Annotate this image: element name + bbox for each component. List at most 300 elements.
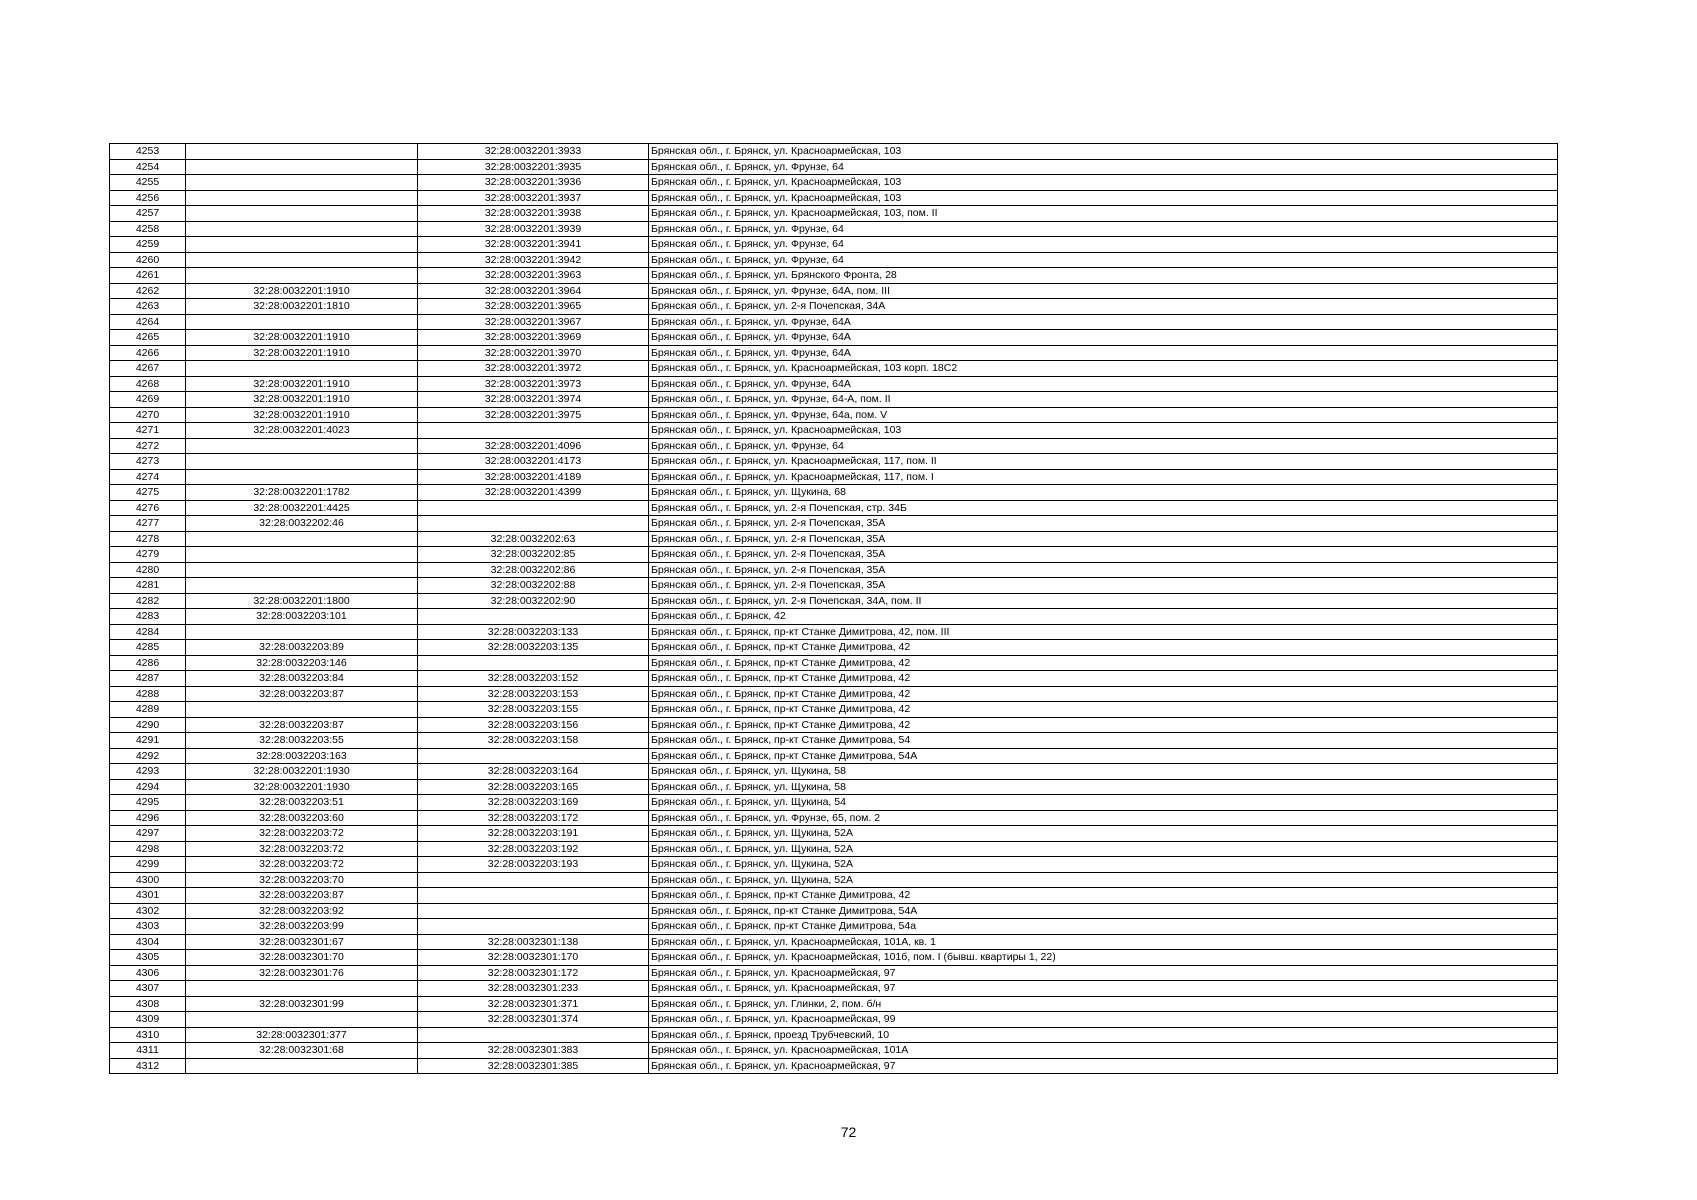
cadastral-number-cell: 32:28:0032203:158 — [418, 733, 649, 749]
parent-cadastral-number-cell: 32:28:0032301:68 — [186, 1043, 418, 1059]
table-row — [110, 965, 1558, 981]
address-cell: Брянская обл., г. Брянск, ул. 2-я Почепская, 35А — [649, 578, 1558, 594]
address-cell: Брянская обл., г. Брянск, ул. Фрунзе, 64А — [649, 314, 1558, 330]
row-number-cell: 4263 — [110, 299, 186, 315]
cadastral-number-cell: 32:28:0032203:191 — [418, 826, 649, 842]
cadastral-number-cell — [418, 903, 649, 919]
cadastral-number-cell — [418, 888, 649, 904]
cadastral-number-cell — [418, 423, 649, 439]
parent-cadastral-number-cell: 32:28:0032201:1910 — [186, 283, 418, 299]
parent-cadastral-number-cell: 32:28:0032201:1930 — [186, 779, 418, 795]
parent-cadastral-number-cell: 32:28:0032203:163 — [186, 748, 418, 764]
table-row — [110, 764, 1558, 780]
table-row — [110, 159, 1558, 175]
row-number-cell: 4276 — [110, 500, 186, 516]
cadastral-number-cell: 32:28:0032201:3975 — [418, 407, 649, 423]
table-row — [110, 1027, 1558, 1043]
cadastral-number-cell: 32:28:0032201:4096 — [418, 438, 649, 454]
address-cell: Брянская обл., г. Брянск, ул. Красноармейская, 103 — [649, 144, 1558, 160]
address-cell: Брянская обл., г. Брянск, ул. Фрунзе, 64 — [649, 159, 1558, 175]
parent-cadastral-number-cell: 32:28:0032201:1800 — [186, 593, 418, 609]
parent-cadastral-number-cell — [186, 981, 418, 997]
table-row — [110, 624, 1558, 640]
row-number-cell: 4304 — [110, 934, 186, 950]
cadastral-number-cell: 32:28:0032201:3974 — [418, 392, 649, 408]
table-row — [110, 702, 1558, 718]
cadastral-number-cell — [418, 516, 649, 532]
table-row — [110, 717, 1558, 733]
registry-table — [109, 143, 1558, 1074]
parent-cadastral-number-cell: 32:28:0032201:1910 — [186, 345, 418, 361]
table-row — [110, 438, 1558, 454]
table-row — [110, 330, 1558, 346]
address-cell: Брянская обл., г. Брянск, ул. Щукина, 68 — [649, 485, 1558, 501]
row-number-cell: 4265 — [110, 330, 186, 346]
row-number-cell: 4286 — [110, 655, 186, 671]
cadastral-number-cell: 32:28:0032301:138 — [418, 934, 649, 950]
address-cell: Брянская обл., г. Брянск, ул. 2-я Почепская, стр. 34Б — [649, 500, 1558, 516]
row-number-cell: 4292 — [110, 748, 186, 764]
row-number-cell: 4294 — [110, 779, 186, 795]
table-row — [110, 361, 1558, 377]
address-cell: Брянская обл., г. Брянск, пр-кт Станке Димитрова, 54 — [649, 733, 1558, 749]
row-number-cell: 4293 — [110, 764, 186, 780]
table-row — [110, 888, 1558, 904]
row-number-cell: 4302 — [110, 903, 186, 919]
row-number-cell: 4310 — [110, 1027, 186, 1043]
row-number-cell: 4258 — [110, 221, 186, 237]
cadastral-number-cell: 32:28:0032203:135 — [418, 640, 649, 656]
address-cell: Брянская обл., г. Брянск, пр-кт Станке Димитрова, 42 — [649, 655, 1558, 671]
table-row — [110, 268, 1558, 284]
parent-cadastral-number-cell: 32:28:0032203:146 — [186, 655, 418, 671]
row-number-cell: 4311 — [110, 1043, 186, 1059]
address-cell: Брянская обл., г. Брянск, пр-кт Станке Димитрова, 42 — [649, 888, 1558, 904]
table-row — [110, 795, 1558, 811]
address-cell: Брянская обл., г. Брянск, ул. Щукина, 58 — [649, 764, 1558, 780]
parent-cadastral-number-cell: 32:28:0032301:67 — [186, 934, 418, 950]
cadastral-number-cell: 32:28:0032201:3970 — [418, 345, 649, 361]
table-row — [110, 981, 1558, 997]
address-cell: Брянская обл., г. Брянск, ул. Фрунзе, 64А — [649, 376, 1558, 392]
parent-cadastral-number-cell — [186, 221, 418, 237]
table-row — [110, 655, 1558, 671]
address-cell: Брянская обл., г. Брянск, ул. Фрунзе, 64А, пом. III — [649, 283, 1558, 299]
cadastral-number-cell — [418, 609, 649, 625]
cadastral-number-cell: 32:28:0032202:88 — [418, 578, 649, 594]
row-number-cell: 4262 — [110, 283, 186, 299]
cadastral-number-cell: 32:28:0032203:153 — [418, 686, 649, 702]
row-number-cell: 4281 — [110, 578, 186, 594]
row-number-cell: 4289 — [110, 702, 186, 718]
address-cell: Брянская обл., г. Брянск, ул. Красноармейская, 97 — [649, 965, 1558, 981]
table-row — [110, 237, 1558, 253]
address-cell: Брянская обл., г. Брянск, пр-кт Станке Димитрова, 54А — [649, 903, 1558, 919]
address-cell: Брянская обл., г. Брянск, ул. Щукина, 52А — [649, 841, 1558, 857]
parent-cadastral-number-cell: 32:28:0032203:55 — [186, 733, 418, 749]
row-number-cell: 4282 — [110, 593, 186, 609]
table-row — [110, 733, 1558, 749]
address-cell: Брянская обл., г. Брянск, ул. 2-я Почепская, 34А, пом. II — [649, 593, 1558, 609]
address-cell: Брянская обл., г. Брянск, ул. Щукина, 52А — [649, 857, 1558, 873]
table-row — [110, 779, 1558, 795]
row-number-cell: 4272 — [110, 438, 186, 454]
table-row — [110, 252, 1558, 268]
table-row — [110, 206, 1558, 222]
row-number-cell: 4267 — [110, 361, 186, 377]
address-cell: Брянская обл., г. Брянск, ул. Фрунзе, 64а, пом. V — [649, 407, 1558, 423]
cadastral-number-cell: 32:28:0032301:374 — [418, 1012, 649, 1028]
table-row — [110, 934, 1558, 950]
cadastral-number-cell — [418, 500, 649, 516]
table-row — [110, 485, 1558, 501]
parent-cadastral-number-cell: 32:28:0032301:76 — [186, 965, 418, 981]
parent-cadastral-number-cell: 32:28:0032203:72 — [186, 841, 418, 857]
row-number-cell: 4279 — [110, 547, 186, 563]
parent-cadastral-number-cell — [186, 252, 418, 268]
row-number-cell: 4301 — [110, 888, 186, 904]
cadastral-number-cell: 32:28:0032202:63 — [418, 531, 649, 547]
parent-cadastral-number-cell: 32:28:0032301:99 — [186, 996, 418, 1012]
cadastral-number-cell: 32:28:0032201:3965 — [418, 299, 649, 315]
address-cell: Брянская обл., г. Брянск, ул. Красноармейская, 99 — [649, 1012, 1558, 1028]
parent-cadastral-number-cell: 32:28:0032203:89 — [186, 640, 418, 656]
row-number-cell: 4261 — [110, 268, 186, 284]
parent-cadastral-number-cell — [186, 314, 418, 330]
address-cell: Брянская обл., г. Брянск, ул. 2-я Почепская, 35А — [649, 547, 1558, 563]
parent-cadastral-number-cell — [186, 531, 418, 547]
cadastral-number-cell — [418, 655, 649, 671]
parent-cadastral-number-cell — [186, 702, 418, 718]
parent-cadastral-number-cell — [186, 237, 418, 253]
cadastral-number-cell: 32:28:0032201:3936 — [418, 175, 649, 191]
parent-cadastral-number-cell: 32:28:0032201:1910 — [186, 392, 418, 408]
table-row — [110, 903, 1558, 919]
address-cell: Брянская обл., г. Брянск, ул. Красноармейская, 117, пом. I — [649, 469, 1558, 485]
row-number-cell: 4305 — [110, 950, 186, 966]
table-row — [110, 283, 1558, 299]
table-row — [110, 376, 1558, 392]
address-cell: Брянская обл., г. Брянск, ул. 2-я Почепская, 35А — [649, 562, 1558, 578]
address-cell: Брянская обл., г. Брянск, ул. Красноармейская, 117, пом. II — [649, 454, 1558, 470]
cadastral-number-cell: 32:28:0032201:4399 — [418, 485, 649, 501]
table-row — [110, 314, 1558, 330]
row-number-cell: 4271 — [110, 423, 186, 439]
cadastral-number-cell: 32:28:0032301:385 — [418, 1058, 649, 1074]
parent-cadastral-number-cell: 32:28:0032203:60 — [186, 810, 418, 826]
address-cell: Брянская обл., г. Брянск, ул. Фрунзе, 64 — [649, 252, 1558, 268]
parent-cadastral-number-cell: 32:28:0032201:1782 — [186, 485, 418, 501]
row-number-cell: 4270 — [110, 407, 186, 423]
address-cell: Брянская обл., г. Брянск, ул. Глинки, 2, пом. б/н — [649, 996, 1558, 1012]
row-number-cell: 4308 — [110, 996, 186, 1012]
address-cell: Брянская обл., г. Брянск, ул. Щукина, 52А — [649, 826, 1558, 842]
table-row — [110, 996, 1558, 1012]
cadastral-number-cell: 32:28:0032301:170 — [418, 950, 649, 966]
row-number-cell: 4307 — [110, 981, 186, 997]
table-row — [110, 810, 1558, 826]
table-row — [110, 950, 1558, 966]
cadastral-number-cell: 32:28:0032201:4189 — [418, 469, 649, 485]
cadastral-number-cell: 32:28:0032301:172 — [418, 965, 649, 981]
parent-cadastral-number-cell: 32:28:0032203:84 — [186, 671, 418, 687]
address-cell: Брянская обл., г. Брянск, ул. Красноармейская, 103 корп. 18С2 — [649, 361, 1558, 377]
row-number-cell: 4283 — [110, 609, 186, 625]
table-row — [110, 1043, 1558, 1059]
cadastral-number-cell: 32:28:0032301:371 — [418, 996, 649, 1012]
parent-cadastral-number-cell: 32:28:0032203:87 — [186, 686, 418, 702]
address-cell: Брянская обл., г. Брянск, пр-кт Станке Димитрова, 42 — [649, 640, 1558, 656]
cadastral-number-cell: 32:28:0032201:3972 — [418, 361, 649, 377]
cadastral-number-cell: 32:28:0032202:90 — [418, 593, 649, 609]
row-number-cell: 4280 — [110, 562, 186, 578]
row-number-cell: 4288 — [110, 686, 186, 702]
address-cell: Брянская обл., г. Брянск, ул. Фрунзе, 64 — [649, 438, 1558, 454]
parent-cadastral-number-cell: 32:28:0032203:51 — [186, 795, 418, 811]
address-cell: Брянская обл., г. Брянск, ул. Красноармейская, 103 — [649, 175, 1558, 191]
table-row — [110, 423, 1558, 439]
cadastral-number-cell: 32:28:0032203:133 — [418, 624, 649, 640]
table-row — [110, 469, 1558, 485]
parent-cadastral-number-cell — [186, 175, 418, 191]
address-cell: Брянская обл., г. Брянск, пр-кт Станке Димитрова, 54А — [649, 748, 1558, 764]
parent-cadastral-number-cell: 32:28:0032201:1910 — [186, 407, 418, 423]
row-number-cell: 4290 — [110, 717, 186, 733]
parent-cadastral-number-cell — [186, 206, 418, 222]
address-cell: Брянская обл., г. Брянск, ул. Красноармейская, 101б, пом. I (бывш. квартиры 1, 22) — [649, 950, 1558, 966]
address-cell: Брянская обл., г. Брянск, 42 — [649, 609, 1558, 625]
cadastral-number-cell: 32:28:0032201:3937 — [418, 190, 649, 206]
address-cell: Брянская обл., г. Брянск, ул. Фрунзе, 64 — [649, 237, 1558, 253]
parent-cadastral-number-cell: 32:28:0032201:1910 — [186, 376, 418, 392]
table-row — [110, 841, 1558, 857]
table-row — [110, 299, 1558, 315]
row-number-cell: 4291 — [110, 733, 186, 749]
address-cell: Брянская обл., г. Брянск, ул. Красноармейская, 103 — [649, 190, 1558, 206]
address-cell: Брянская обл., г. Брянск, ул. Красноармейская, 97 — [649, 1058, 1558, 1074]
address-cell: Брянская обл., г. Брянск, пр-кт Станке Димитрова, 42 — [649, 702, 1558, 718]
row-number-cell: 4303 — [110, 919, 186, 935]
table-row — [110, 857, 1558, 873]
cadastral-number-cell: 32:28:0032203:164 — [418, 764, 649, 780]
row-number-cell: 4253 — [110, 144, 186, 160]
cadastral-number-cell: 32:28:0032201:3935 — [418, 159, 649, 175]
parent-cadastral-number-cell — [186, 438, 418, 454]
cadastral-number-cell: 32:28:0032201:3967 — [418, 314, 649, 330]
table-row — [110, 609, 1558, 625]
parent-cadastral-number-cell — [186, 159, 418, 175]
address-cell: Брянская обл., г. Брянск, ул. 2-я Почепская, 34А — [649, 299, 1558, 315]
table-row — [110, 919, 1558, 935]
row-number-cell: 4285 — [110, 640, 186, 656]
row-number-cell: 4254 — [110, 159, 186, 175]
cadastral-number-cell: 32:28:0032202:86 — [418, 562, 649, 578]
cadastral-number-cell: 32:28:0032201:3969 — [418, 330, 649, 346]
cadastral-number-cell: 32:28:0032201:3964 — [418, 283, 649, 299]
address-cell: Брянская обл., г. Брянск, ул. Фрунзе, 64-А, пом. II — [649, 392, 1558, 408]
table-row — [110, 872, 1558, 888]
parent-cadastral-number-cell: 32:28:0032203:87 — [186, 717, 418, 733]
row-number-cell: 4298 — [110, 841, 186, 857]
address-cell: Брянская обл., г. Брянск, ул. Фрунзе, 65, пом. 2 — [649, 810, 1558, 826]
parent-cadastral-number-cell: 32:28:0032203:87 — [186, 888, 418, 904]
row-number-cell: 4260 — [110, 252, 186, 268]
table-row — [110, 500, 1558, 516]
address-cell: Брянская обл., г. Брянск, ул. Фрунзе, 64А — [649, 345, 1558, 361]
row-number-cell: 4312 — [110, 1058, 186, 1074]
address-cell: Брянская обл., г. Брянск, ул. Красноармейская, 97 — [649, 981, 1558, 997]
cadastral-number-cell: 32:28:0032202:85 — [418, 547, 649, 563]
parent-cadastral-number-cell: 32:28:0032203:72 — [186, 826, 418, 842]
row-number-cell: 4306 — [110, 965, 186, 981]
address-cell: Брянская обл., г. Брянск, пр-кт Станке Димитрова, 42 — [649, 671, 1558, 687]
cadastral-number-cell: 32:28:0032201:3939 — [418, 221, 649, 237]
address-cell: Брянская обл., г. Брянск, ул. 2-я Почепская, 35А — [649, 531, 1558, 547]
table-row — [110, 547, 1558, 563]
address-cell: Брянская обл., г. Брянск, пр-кт Станке Димитрова, 42, пом. III — [649, 624, 1558, 640]
table-row — [110, 175, 1558, 191]
page-number: 72 — [840, 1124, 857, 1140]
parent-cadastral-number-cell: 32:28:0032202:46 — [186, 516, 418, 532]
parent-cadastral-number-cell: 32:28:0032203:92 — [186, 903, 418, 919]
cadastral-number-cell: 32:28:0032201:3973 — [418, 376, 649, 392]
row-number-cell: 4278 — [110, 531, 186, 547]
table-row — [110, 686, 1558, 702]
registry-table-body — [110, 144, 1558, 1074]
parent-cadastral-number-cell: 32:28:0032301:70 — [186, 950, 418, 966]
address-cell: Брянская обл., г. Брянск, ул. Красноармейская, 101А, кв. 1 — [649, 934, 1558, 950]
table-row — [110, 1012, 1558, 1028]
table-row — [110, 562, 1558, 578]
address-cell: Брянская обл., г. Брянск, ул. Красноармейская, 103, пом. II — [649, 206, 1558, 222]
parent-cadastral-number-cell — [186, 562, 418, 578]
table-row — [110, 1058, 1558, 1074]
parent-cadastral-number-cell: 32:28:0032203:101 — [186, 609, 418, 625]
table-row — [110, 407, 1558, 423]
row-number-cell: 4277 — [110, 516, 186, 532]
table-row — [110, 392, 1558, 408]
table-row — [110, 531, 1558, 547]
row-number-cell: 4269 — [110, 392, 186, 408]
cadastral-number-cell: 32:28:0032201:3938 — [418, 206, 649, 222]
cadastral-number-cell: 32:28:0032203:172 — [418, 810, 649, 826]
parent-cadastral-number-cell — [186, 190, 418, 206]
address-cell: Брянская обл., г. Брянск, ул. Щукина, 54 — [649, 795, 1558, 811]
parent-cadastral-number-cell: 32:28:0032201:4023 — [186, 423, 418, 439]
row-number-cell: 4297 — [110, 826, 186, 842]
address-cell: Брянская обл., г. Брянск, ул. 2-я Почепская, 35А — [649, 516, 1558, 532]
cadastral-number-cell: 32:28:0032201:3963 — [418, 268, 649, 284]
row-number-cell: 4274 — [110, 469, 186, 485]
table-row — [110, 221, 1558, 237]
row-number-cell: 4300 — [110, 872, 186, 888]
parent-cadastral-number-cell: 32:28:0032203:72 — [186, 857, 418, 873]
cadastral-number-cell — [418, 872, 649, 888]
address-cell: Брянская обл., г. Брянск, ул. Брянского Фронта, 28 — [649, 268, 1558, 284]
row-number-cell: 4295 — [110, 795, 186, 811]
address-cell: Брянская обл., г. Брянск, ул. Щукина, 52А — [649, 872, 1558, 888]
parent-cadastral-number-cell — [186, 1058, 418, 1074]
address-cell: Брянская обл., г. Брянск, пр-кт Станке Димитрова, 42 — [649, 686, 1558, 702]
table-row — [110, 454, 1558, 470]
row-number-cell: 4264 — [110, 314, 186, 330]
parent-cadastral-number-cell: 32:28:0032201:1810 — [186, 299, 418, 315]
row-number-cell: 4257 — [110, 206, 186, 222]
cadastral-number-cell: 32:28:0032203:169 — [418, 795, 649, 811]
cadastral-number-cell — [418, 1027, 649, 1043]
address-cell: Брянская обл., г. Брянск, пр-кт Станке Димитрова, 54а — [649, 919, 1558, 935]
row-number-cell: 4255 — [110, 175, 186, 191]
address-cell: Брянская обл., г. Брянск, проезд Трубчевский, 10 — [649, 1027, 1558, 1043]
parent-cadastral-number-cell: 32:28:0032203:70 — [186, 872, 418, 888]
cadastral-number-cell — [418, 919, 649, 935]
parent-cadastral-number-cell — [186, 469, 418, 485]
row-number-cell: 4259 — [110, 237, 186, 253]
address-cell: Брянская обл., г. Брянск, пр-кт Станке Димитрова, 42 — [649, 717, 1558, 733]
cadastral-number-cell: 32:28:0032301:233 — [418, 981, 649, 997]
parent-cadastral-number-cell — [186, 624, 418, 640]
parent-cadastral-number-cell: 32:28:0032201:1910 — [186, 330, 418, 346]
parent-cadastral-number-cell: 32:28:0032301:377 — [186, 1027, 418, 1043]
row-number-cell: 4268 — [110, 376, 186, 392]
cadastral-number-cell: 32:28:0032203:156 — [418, 717, 649, 733]
address-cell: Брянская обл., г. Брянск, ул. Фрунзе, 64 — [649, 221, 1558, 237]
address-cell: Брянская обл., г. Брянск, ул. Красноармейская, 103 — [649, 423, 1558, 439]
row-number-cell: 4273 — [110, 454, 186, 470]
table-row — [110, 640, 1558, 656]
parent-cadastral-number-cell: 32:28:0032201:1930 — [186, 764, 418, 780]
table-row — [110, 671, 1558, 687]
cadastral-number-cell: 32:28:0032203:165 — [418, 779, 649, 795]
cadastral-number-cell: 32:28:0032203:155 — [418, 702, 649, 718]
table-row — [110, 578, 1558, 594]
row-number-cell: 4266 — [110, 345, 186, 361]
address-cell: Брянская обл., г. Брянск, ул. Щукина, 58 — [649, 779, 1558, 795]
cadastral-number-cell: 32:28:0032201:3941 — [418, 237, 649, 253]
parent-cadastral-number-cell — [186, 268, 418, 284]
parent-cadastral-number-cell — [186, 547, 418, 563]
cadastral-number-cell: 32:28:0032301:383 — [418, 1043, 649, 1059]
parent-cadastral-number-cell: 32:28:0032201:4425 — [186, 500, 418, 516]
cadastral-number-cell: 32:28:0032203:152 — [418, 671, 649, 687]
cadastral-number-cell: 32:28:0032201:3933 — [418, 144, 649, 160]
table-row — [110, 345, 1558, 361]
parent-cadastral-number-cell — [186, 1012, 418, 1028]
row-number-cell: 4309 — [110, 1012, 186, 1028]
cadastral-number-cell — [418, 748, 649, 764]
table-row — [110, 593, 1558, 609]
cadastral-number-cell: 32:28:0032201:4173 — [418, 454, 649, 470]
row-number-cell: 4275 — [110, 485, 186, 501]
table-row — [110, 144, 1558, 160]
row-number-cell: 4287 — [110, 671, 186, 687]
table-row — [110, 516, 1558, 532]
address-cell: Брянская обл., г. Брянск, ул. Красноармейская, 101А — [649, 1043, 1558, 1059]
cadastral-number-cell: 32:28:0032203:193 — [418, 857, 649, 873]
parent-cadastral-number-cell: 32:28:0032203:99 — [186, 919, 418, 935]
parent-cadastral-number-cell — [186, 144, 418, 160]
parent-cadastral-number-cell — [186, 361, 418, 377]
row-number-cell: 4299 — [110, 857, 186, 873]
table-row — [110, 190, 1558, 206]
address-cell: Брянская обл., г. Брянск, ул. Фрунзе, 64А — [649, 330, 1558, 346]
cadastral-number-cell: 32:28:0032203:192 — [418, 841, 649, 857]
table-row — [110, 826, 1558, 842]
parent-cadastral-number-cell — [186, 454, 418, 470]
parent-cadastral-number-cell — [186, 578, 418, 594]
cadastral-number-cell: 32:28:0032201:3942 — [418, 252, 649, 268]
row-number-cell: 4256 — [110, 190, 186, 206]
